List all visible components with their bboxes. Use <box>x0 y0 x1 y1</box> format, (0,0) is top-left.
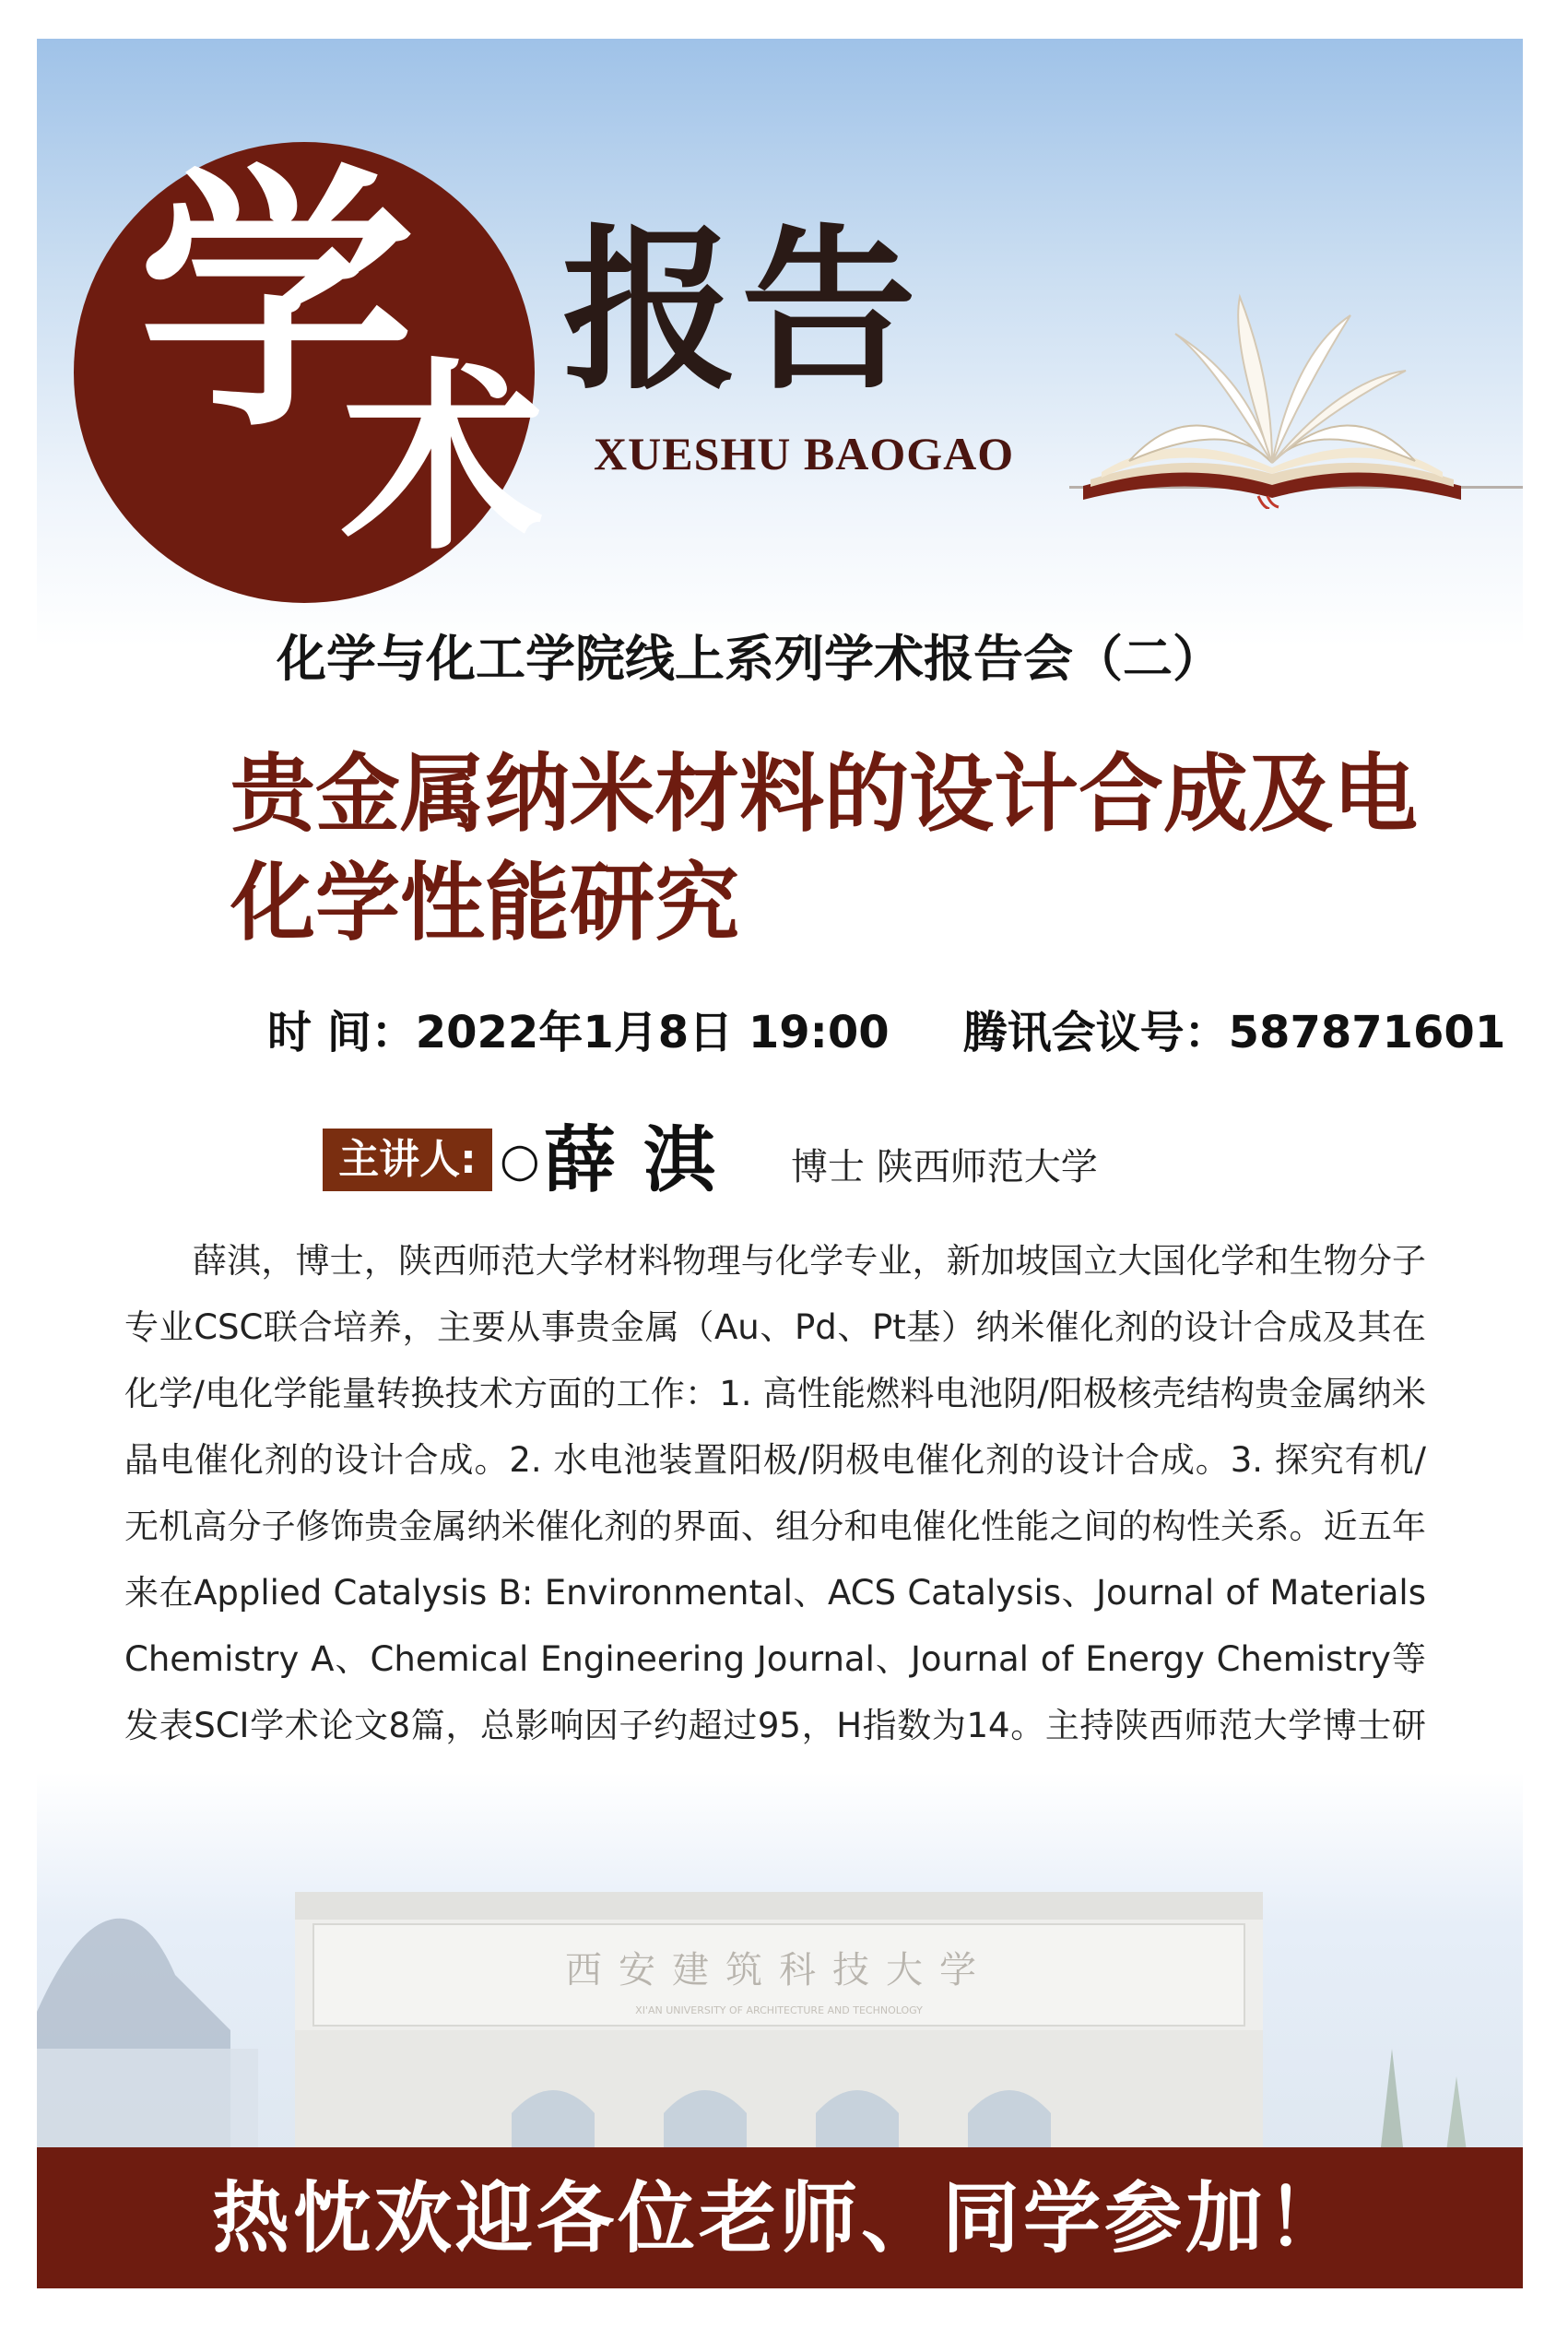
time-label: 时 间： <box>267 1007 416 1058</box>
speaker-affiliation: 博士 陕西师范大学 <box>791 1146 1098 1188</box>
title-pinyin: XUESHU BAOGAO <box>594 428 1015 479</box>
open-book-icon <box>1074 278 1470 509</box>
title-char-xue: 学 <box>138 138 415 464</box>
meeting-label: 腾讯会议号： <box>962 1007 1229 1058</box>
speaker-name: 薛淇 <box>544 1118 744 1202</box>
talk-title: 贵金属纳米材料的设计合成及电化学性能研究 <box>230 744 1419 952</box>
campus-gate-subtext: XI'AN UNIVERSITY OF ARCHITECTURE AND TECHNOLOGY <box>635 2004 923 2016</box>
circle-bullet-icon: ○ <box>500 1133 540 1187</box>
speaker-bio: 薛淇，博士，陕西师范大学材料物理与化学专业，新加坡国立大国化学和生物分子专业CSC联合培养，主要从事贵金属（Au、Pd、Pt基）纳米催化剂的设计合成及其在化学/电化学能量转换技术方面的工作：1. 高性能燃料电池阴/阳极核壳结构贵金属纳米晶电催化剂的设计合成。2. 水电池装置阳极/阴极电催化剂的设计合成。3. 探究有机/无机高分子修饰贵金属纳米催化剂的界面、组分和电催化性能之间的构性关系。近五年来在Applied Catalysis B: Environmental、ACS Catalysis、Journal of Materials Chemistry A、Chemical Engineering Journal、Journal of Energy Chemistry等发表SCI学术论文8篇，总影响因子约超过95，H指数为14。主持陕西师范大学博士研 <box>124 1241 1426 1745</box>
title-baogao: 报告 <box>562 207 921 413</box>
series-title: 化学与化工学院线上系列学术报告会（二） <box>277 629 1222 688</box>
campus-gate-text: 西安建筑科技大学 <box>565 1949 993 1992</box>
poster <box>37 39 1523 2288</box>
speaker-tag: 主讲人: <box>323 1129 492 1191</box>
time-value: 2022年1月8日 19:00 <box>415 1007 890 1058</box>
title-char-shu: 术 <box>341 338 545 577</box>
meeting-id: 587871601 <box>1228 1007 1506 1058</box>
welcome-banner: 热忱欢迎各位老师、同学参加！ <box>37 2147 1523 2288</box>
info-line <box>267 1009 1505 1058</box>
